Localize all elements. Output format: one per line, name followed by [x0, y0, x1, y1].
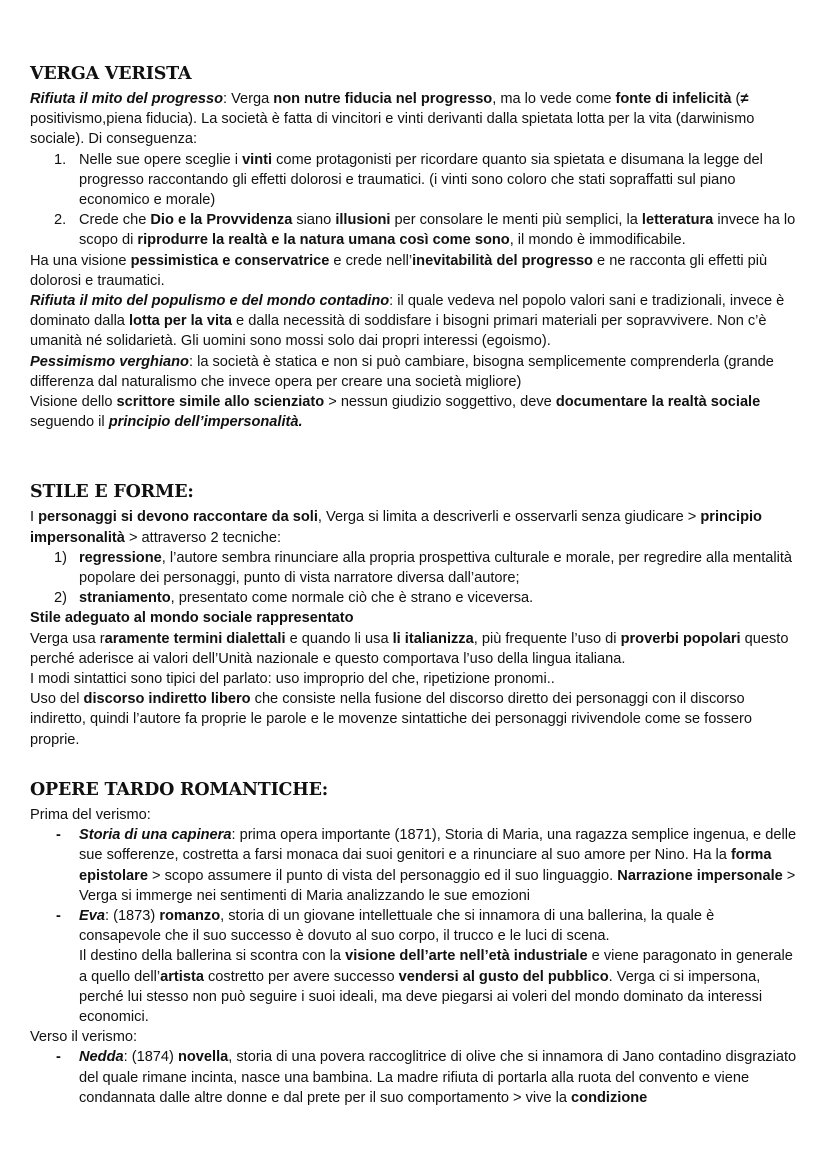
paragraph: I modi sintattici sono tipici del parlato: uso improprio del che, ripetizione pronomi.. [30, 671, 555, 688]
paragraph: Rifiuta il mito del progresso: Verga non nutre fiducia nel progresso, ma lo vede come fonte di infelicità (≠ positivismo,piena fiducia). La società è fatta di vincitori e vinti derivanti dalla spietata lotta per la vita (darwinismo sociale). Di conseguenza: [30, 91, 755, 148]
section-verga-verista [30, 62, 798, 432]
paragraph: Prima del verismo: [30, 806, 151, 823]
list-item: - Storia di una capinera: prima opera importante (1871), Storia di Maria, una ragazza semplice ingenua, e delle sue sofferenze, costretta a farsi monaca dai suoi genitori e a rinunciare al suo amore per Nino. Ha la forma epistolare > scopo assumere il punto di vista del personaggio ed il suo linguaggio. Narrazione impersonale > Verga si immerge nei sentimenti di Maria analizzando le sue emozioni [56, 827, 797, 904]
numbered-list [30, 548, 798, 609]
list-item: - Nedda: (1874) novella, storia di una povera raccoglitrice di olive che si innamora di Jano contadino disgraziato del quale rimane incinta, nasce una bambina. La madre rifiuta di portarla alla ruota del convento e viene condannata dalle altre donne e dal prete per il suo comportamento > vive la condizione [56, 1049, 797, 1106]
section-title: VERGA VERISTA [30, 64, 192, 84]
paragraph-bold: Stile adeguato al mondo sociale rappresentato [30, 610, 354, 627]
paragraph: Ha una visione pessimistica e conservatrice e crede nell’inevitabilità del progresso e ne racconta gli effetti più dolorosi e traumatici. [30, 252, 768, 289]
list-item: - Eva: (1873) romanzo, storia di un giovane intellettuale che si innamora di una ballerina, la quale è consapevole che il suo successo è dovuto al suo corpo, il trucco e le luci di scena. Il destino della ballerina si scontra con la visione dell’arte nell’età industriale e viene paragonato in generale a quello dell’artista costretto per avere successo vendersi al gusto del pubblico. Verga ci si impersona, perché lui stesso non può seguire i suoi ideali, ma deve piegarsi ai voleri del mondo dominato da interessi economici. [56, 907, 793, 1025]
numbered-list [30, 150, 798, 251]
list-item: 1) regressione, l’autore sembra rinunciare alla propria prospettiva culturale e morale, per regredire alla mentalità popolare dei personaggi, punto di vista narratore diversa dall’autore; [54, 549, 793, 587]
paragraph: Verso il verismo: [30, 1029, 138, 1046]
paragraph: Rifiuta il mito del populismo e del mondo contadino: il quale vedeva nel popolo valori sani e tradizionali, invece è dominato dalla lotta per la vita e dalla necessità di soddisfare i bisogni primari materiali per sopravvivere. Non c’è umanità né solidarietà. Gli uomini sono mossi solo dai propri interessi (egoismo). [30, 293, 785, 350]
dash-list [30, 1047, 798, 1108]
paragraph: Verga usa raramente termini dialettali e quando li usa li italianizza, più frequente l’uso di proverbi popolari questo perché aderisce ai valori dell’Unità nazionale e questo comportava l’uso della lingua italiana. [30, 630, 789, 667]
paragraph: I personaggi si devono raccontare da soli, Verga si limita a descriverli e osservarli senza giudicare > principio impersonalità > attraverso 2 tecniche: [30, 509, 762, 546]
list-item: 2) straniamento, presentato come normale ciò che è strano e viceversa. [54, 590, 534, 607]
list-item: 1. Nelle sue opere sceglie i vinti come protagonisti per ricordare quanto sia spietata e disumana la legge del progresso raccontando gli effetti dolorosi e traumatici. (i vinti sono coloro che stati sopraffatti sul piano economico e morale) [54, 151, 763, 209]
list-item: 2. Crede che Dio e la Provvidenza siano illusioni per consolare le menti più semplici, la letteratura invece ha lo scopo di riprodurre la realtà e la natura umana così come sono, il mondo è immodificabile. [54, 212, 796, 249]
paragraph: Uso del discorso indiretto libero che consiste nella fusione del discorso diretto dei personaggi con il discorso indiretto, quindi l’autore fa proprie le parole e le movenze sintattiche dei personaggi rivivendole come se fossero proprie. [30, 691, 752, 748]
section-title: OPERE TARDO ROMANTICHE: [30, 779, 329, 800]
section-title: STILE E FORME: [30, 482, 194, 503]
section-opere-tardo-romantiche [30, 778, 798, 1108]
paragraph: Visione dello scrittore simile allo scienziato > nessun giudizio soggettivo, deve documentare la realtà sociale seguendo il principio dell’impersonalità. [30, 394, 761, 431]
paragraph: Pessimismo verghiano: la società è statica e non si può cambiare, bisogna semplicemente comprenderla (grande differenza dal naturalismo che invece opera per creare una società migliore) [30, 353, 774, 390]
dash-list [30, 825, 798, 1027]
section-stile-e-forme [30, 480, 798, 749]
